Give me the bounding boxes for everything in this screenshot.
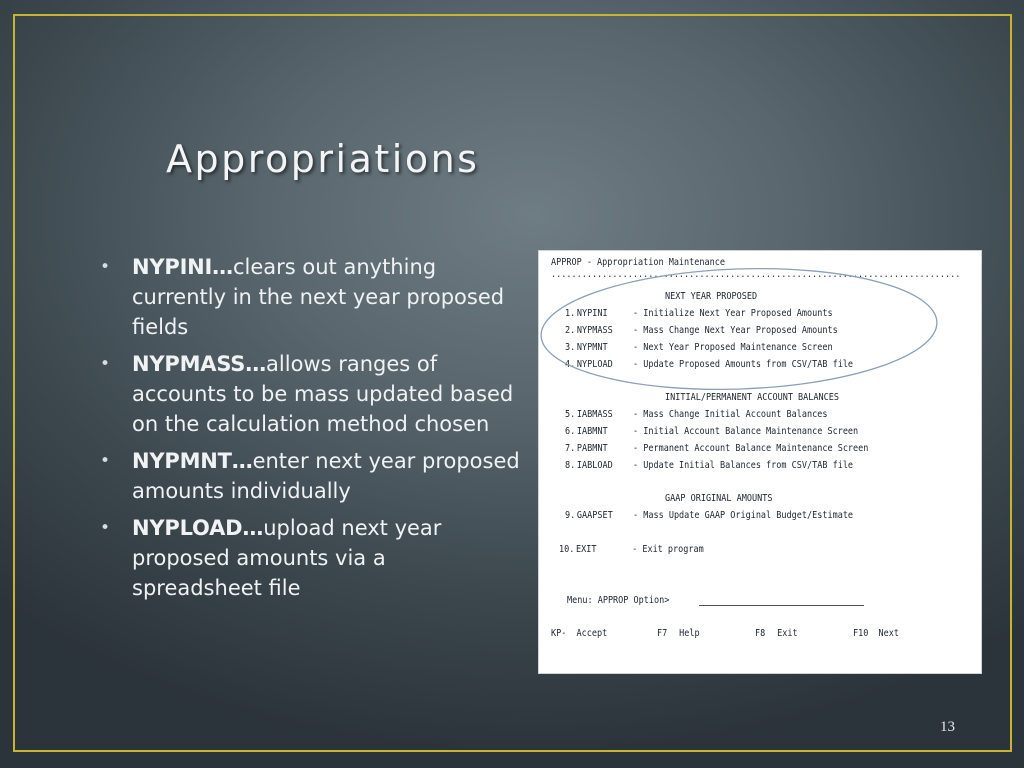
menu-item-number: 4.	[565, 359, 576, 370]
menu-item-1	[565, 308, 833, 319]
menu-item-number: 5.	[565, 409, 576, 420]
bullet-icon: •	[100, 518, 111, 538]
function-key: F10	[853, 628, 869, 639]
slide-title: Appropriations	[166, 137, 480, 181]
bullet-text: allows ranges of accounts to be mass updated based on the calculation method chosen	[132, 352, 514, 436]
function-key-label: Help	[679, 628, 700, 639]
menu-item-description: - Permanent Account Balance Maintenance Screen	[633, 443, 869, 454]
bullet-item-nypmnt	[100, 446, 520, 506]
menu-item-description: - Exit program	[632, 544, 704, 555]
menu-item-9	[565, 510, 854, 521]
function-key-label: Accept	[576, 628, 608, 639]
bullet-term: NYPLOAD…	[132, 516, 264, 540]
menu-item-4	[565, 359, 854, 370]
section-heading-gaap: GAAP ORIGINAL AMOUNTS	[665, 493, 773, 504]
menu-item-7	[565, 443, 869, 454]
menu-item-8	[565, 460, 854, 471]
menu-item-code: EXIT	[576, 544, 597, 555]
menu-item-number: 9.	[565, 510, 576, 521]
bullet-text: enter next year proposed amounts individually	[132, 449, 520, 503]
terminal-screenshot	[538, 250, 982, 674]
menu-item-description: - Update Proposed Amounts from CSV/TAB file	[633, 359, 854, 370]
menu-item-description: - Initialize Next Year Proposed Amounts	[633, 308, 833, 319]
menu-item-3	[565, 342, 833, 353]
page-number: 13	[940, 719, 955, 735]
bullet-text: clears out anything currently in the next year proposed fields	[132, 255, 505, 339]
bullet-term: NYPINI…	[132, 255, 233, 279]
menu-item-code: IABMNT	[576, 426, 608, 437]
menu-item-code: NYPMASS	[576, 325, 613, 336]
menu-item-number: 2.	[565, 325, 576, 336]
menu-prompt: Menu: APPROP Option>	[567, 595, 670, 606]
menu-item-description: - Mass Update GAAP Original Budget/Estimate	[633, 510, 854, 521]
menu-item-6	[565, 426, 859, 437]
menu-item-code: NYPINI	[576, 308, 608, 319]
menu-item-description: - Mass Change Initial Account Balances	[633, 409, 828, 420]
bullet-item-nypini	[100, 252, 520, 342]
menu-item-description: - Next Year Proposed Maintenance Screen	[633, 342, 833, 353]
section-heading-initial-balances: INITIAL/PERMANENT ACCOUNT BALANCES	[665, 392, 839, 403]
bullet-text: upload next year proposed amounts via a spreadsheet file	[132, 516, 442, 600]
menu-item-description: - Mass Change Next Year Proposed Amounts	[633, 325, 838, 336]
function-key-next	[853, 628, 899, 639]
function-key: F7	[657, 628, 668, 639]
menu-item-code: NYPMNT	[576, 342, 608, 353]
menu-item-code: PABMNT	[576, 443, 608, 454]
menu-item-number: 7.	[565, 443, 576, 454]
menu-item-5	[565, 409, 828, 420]
menu-item-number: 6.	[565, 426, 576, 437]
menu-item-number: 1.	[565, 308, 576, 319]
bullet-term: NYPMNT…	[132, 449, 253, 473]
bullet-icon: •	[100, 354, 111, 374]
function-key-label: Next	[878, 628, 899, 639]
function-key-accept	[551, 628, 608, 639]
menu-item-code: IABLOAD	[576, 460, 613, 471]
menu-item-code: NYPLOAD	[576, 359, 613, 370]
menu-item-number: 8.	[565, 460, 576, 471]
menu-item-description: - Initial Account Balance Maintenance Screen	[633, 426, 859, 437]
menu-item-2	[565, 325, 838, 336]
bullet-term: NYPMASS…	[132, 352, 267, 376]
screen-header: APPROP - Appropriation Maintenance	[551, 257, 725, 268]
function-key-exit	[755, 628, 798, 639]
bullet-icon: •	[100, 257, 111, 277]
function-key-help	[657, 628, 700, 639]
bullet-item-nypload	[100, 513, 520, 603]
bullet-icon: •	[100, 451, 111, 471]
menu-item-number: 3.	[565, 342, 576, 353]
menu-item-code: GAAPSET	[576, 510, 613, 521]
function-key: F8	[755, 628, 766, 639]
menu-item-10	[559, 544, 704, 555]
menu-item-description: - Update Initial Balances from CSV/TAB file	[633, 460, 854, 471]
menu-item-code: IABMASS	[576, 409, 613, 420]
menu-item-number: 10.	[559, 544, 575, 555]
screen-dotted-rule: ................................................................................	[551, 269, 961, 280]
bullet-list	[100, 252, 520, 610]
function-key: KP-	[551, 628, 567, 639]
section-heading-next-year: NEXT YEAR PROPOSED	[665, 291, 758, 302]
option-input-field	[699, 605, 864, 606]
bullet-item-nypmass	[100, 349, 520, 439]
function-key-label: Exit	[777, 628, 798, 639]
